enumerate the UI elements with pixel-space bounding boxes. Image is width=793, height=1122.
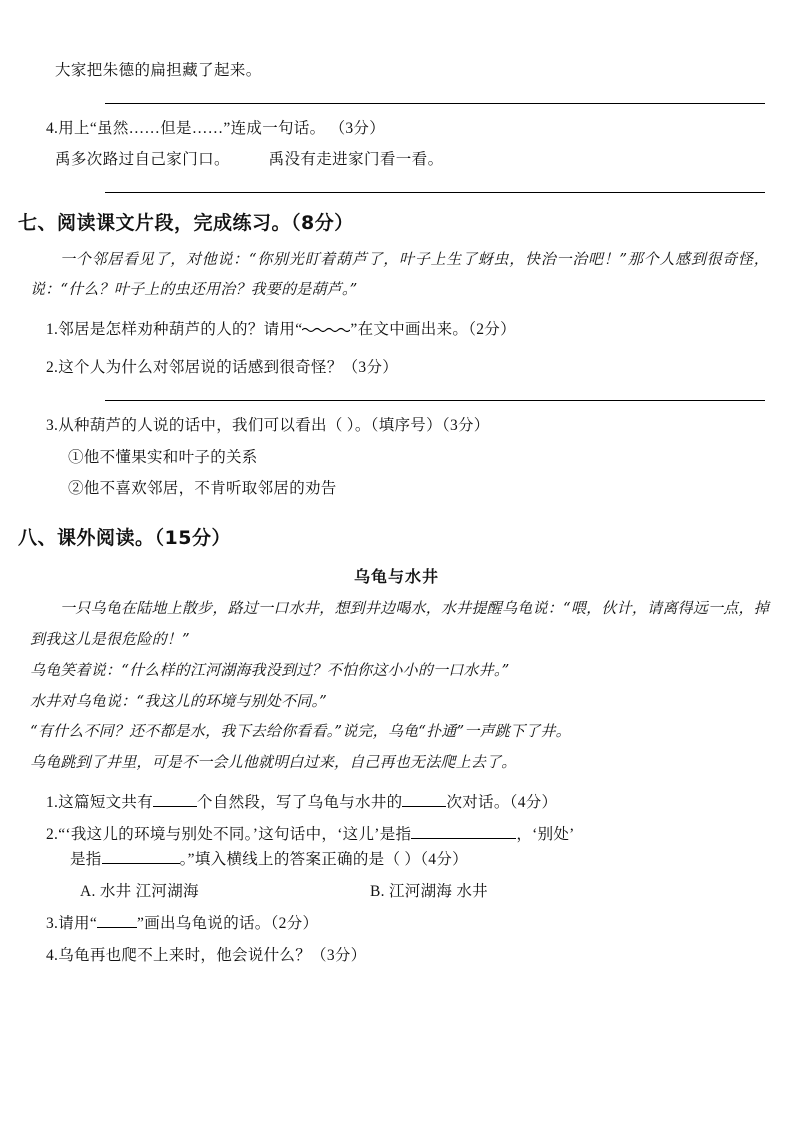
- fill-in-blank[interactable]: [102, 848, 180, 865]
- question-number: 1.: [46, 321, 59, 339]
- question-number: 3.: [46, 417, 59, 435]
- fill-in-blank[interactable]: [402, 790, 446, 807]
- question-number: 3.: [46, 915, 59, 932]
- section-7-question-3: [0, 413, 793, 439]
- question-text-suffix: ”画出乌龟说的话。（2分）: [137, 915, 319, 932]
- option-b[interactable]: B. 江河湖海 水井: [370, 882, 488, 900]
- section-8-question-1: [0, 790, 793, 816]
- section-8-question-4: [0, 943, 793, 969]
- question-number: 4.: [46, 946, 59, 964]
- article-title: 乌龟与水井: [353, 567, 439, 587]
- question-text-line-2-part-1: 是指: [70, 851, 102, 869]
- section-7-question-1: [0, 317, 793, 343]
- article-paragraph-3: 水井对乌龟说：“我这儿的环境与别处不同。”: [30, 691, 328, 710]
- question-text-line-1-part-1: “‘我这儿的环境与别处不同。’这句话中，‘这儿’是指: [58, 825, 412, 843]
- question-text: 这个人为什么对邻居说的话感到很奇怪？（3分）: [58, 358, 399, 376]
- section-7-question-3-choice-1[interactable]: ①他不懂果实和叶子的关系: [68, 448, 258, 466]
- question-text-part-1: 这篇短文共有: [58, 793, 154, 811]
- article-paragraph-2: 乌龟笑着说：“什么样的江河湖海我没到过？不怕你这小小的一口水井。”: [30, 660, 510, 679]
- question-number: 2.: [46, 358, 59, 376]
- section-8-question-2-line-2: [0, 847, 793, 873]
- article-paragraph-1: 一只乌龟在陆地上散步，路过一口水井，想到井边喝水，水井提醒乌龟说：“喂，伙计，请离得远一点，掉到我这儿是很危险的！”: [30, 599, 769, 649]
- article-paragraph-5: 乌龟跳到了井里，可是不一会儿他就明白过来，自己再也无法爬上去了。: [30, 753, 517, 772]
- question-text-prefix: 请用“: [58, 915, 98, 932]
- question-number: 2.: [46, 825, 59, 843]
- question-text-suffix: ”在文中画出来。（2分）: [350, 321, 516, 339]
- section-8-question-2-line-1: [0, 822, 793, 848]
- wavy-underline-icon: [302, 319, 350, 335]
- section-7-question-2: [0, 355, 793, 381]
- question-text-line-2-part-2: 。”填入横线上的答案正确的是（ ）（4分）: [179, 851, 468, 869]
- section-heading-8: 八、课外阅读。（15分）: [18, 526, 231, 549]
- question-number: 1.: [46, 793, 59, 811]
- section-8-question-3: [0, 911, 793, 937]
- section-7-question-3-choice-2[interactable]: ②他不喜欢邻居，不肯听取邻居的劝告: [68, 480, 337, 498]
- question-4-stimulus-a: 禹多次路过自己家门口。: [55, 150, 230, 169]
- straight-underline-icon: [97, 912, 137, 929]
- fill-in-blank[interactable]: [153, 790, 197, 807]
- option-a[interactable]: A. 水井 江河湖海: [80, 882, 199, 900]
- question-text-part-3: 次对话。（4分）: [446, 793, 558, 811]
- section-8-question-2-options: [0, 879, 793, 905]
- question-text-line-1-part-2: ，‘别处’: [516, 825, 575, 843]
- question-text: 乌龟再也爬不上来时，他会说什么？（3分）: [58, 946, 367, 964]
- fill-in-blank[interactable]: [411, 822, 516, 839]
- question-text-prefix: 邻居是怎样劝种葫芦的人的？请用“: [58, 321, 303, 339]
- question-4-stimulus-b: 禹没有走进家门看一看。: [268, 150, 444, 169]
- question-text: 从种葫芦的人说的话中，我们可以看出（ ）。（填序号）（3分）: [58, 417, 490, 435]
- question-4-number: 4.: [46, 119, 59, 137]
- question-text-part-2: 个自然段，写了乌龟与水井的: [197, 793, 403, 811]
- section-heading-7: 七、阅读课文片段，完成练习。（8分）: [18, 212, 354, 235]
- question-4-text: 用上“虽然……但是……”连成一句话。 （3分）: [58, 119, 386, 137]
- section-7-passage: 一个邻居看见了，对他说：“你别光盯着葫芦了，叶子上生了蚜虫，快治一治吧！”那个人感到很奇怪，说：“什么？叶子上的虫还用治？我要的是葫芦。”: [30, 249, 769, 299]
- question-4-prompt: [0, 116, 793, 142]
- carryover-sentence: 大家把朱德的扁担藏了起来。: [55, 61, 262, 79]
- question-4-stimulus: [0, 147, 793, 172]
- article-paragraph-4: “有什么不同？还不都是水，我下去给你看看。”说完，乌龟“扑通”一声跳下了井。: [30, 722, 571, 741]
